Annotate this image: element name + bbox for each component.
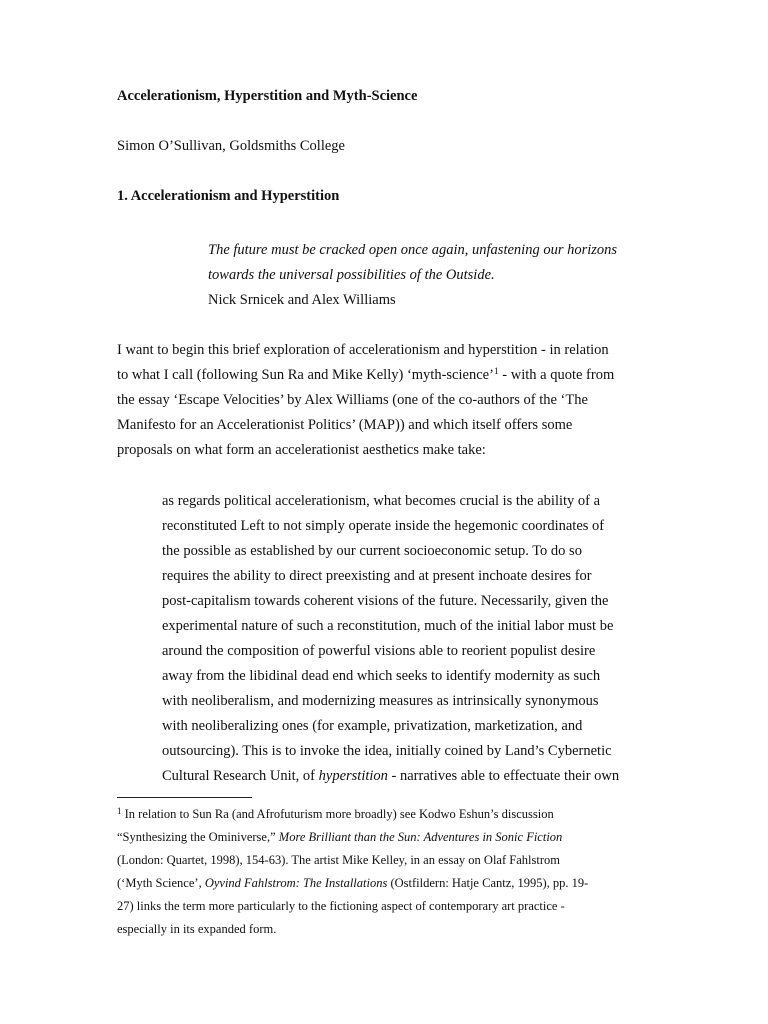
author-line: Simon O’Sullivan, Goldsmiths College (117, 138, 345, 154)
quote-line: with neoliberalism, and modernizing measures as intrinsically synonymous (162, 693, 599, 709)
epigraph (208, 238, 617, 313)
quote-line: away from the libidinal dead end which seeks to identify modernity as such (162, 668, 601, 684)
document-title: Accelerationism, Hyperstition and Myth-Science (117, 88, 418, 104)
footnote-line: 27) links the term more particularly to the fictioning aspect of contemporary art practice - (117, 899, 565, 913)
footnote-text: (‘Myth Science’, (117, 876, 205, 890)
epigraph-attribution: Nick Srnicek and Alex Williams (208, 292, 396, 308)
block-quote (162, 489, 619, 789)
quote-line: outsourcing). This is to invoke the idea, initially coined by Land’s Cybernetic (162, 743, 612, 759)
footnote-text: “Synthesizing the Ominiverse,” (117, 830, 279, 844)
quote-line: the possible as established by our current socioeconomic setup. To do so (162, 543, 582, 559)
footnote-reference[interactable]: 1 (493, 367, 499, 377)
italic-term: hyperstition (318, 768, 388, 784)
paragraph-line: proposals on what form an accelerationist aesthetics make take: (117, 442, 486, 458)
footnote-text: In relation to Sun Ra (and Afrofuturism more broadly) see Kodwo Eshun’s discussion (121, 807, 554, 821)
footnote-text: (Ostfildern: Hatje Cantz, 1995), pp. 19- (387, 876, 589, 890)
quote-line: with neoliberalizing ones (for example, privatization, marketization, and (162, 718, 583, 734)
quote-line: post-capitalism towards coherent visions of the future. Necessarily, given the (162, 593, 609, 609)
epigraph-line: The future must be cracked open once again, unfastening our horizons (208, 242, 618, 258)
quote-line: around the composition of powerful visions able to reorient populist desire (162, 643, 596, 659)
paragraph-line: Manifesto for an Accelerationist Politics’ (MAP)) and which itself offers some (117, 417, 573, 433)
footnote-italic: Oyvind Fahlstrom: The Installations (204, 876, 388, 890)
footnote-marker: 1 (117, 806, 122, 816)
section-heading: 1. Accelerationism and Hyperstition (117, 188, 340, 204)
quote-line (162, 764, 619, 789)
quote-text: Cultural Research Unit, of (162, 768, 319, 784)
paragraph-text: to what I call (following Sun Ra and Mike Kelly) ‘myth-science’ (117, 367, 494, 383)
body-paragraph (117, 338, 614, 463)
paragraph-line: I want to begin this brief exploration of accelerationism and hyperstition - in relation (117, 342, 609, 358)
paragraph-line (117, 363, 614, 388)
footnote-italic: More Brilliant than the Sun: Adventures in Sonic Fiction (278, 830, 563, 844)
quote-line: as regards political accelerationism, what becomes crucial is the ability of a (162, 493, 601, 509)
footnote-line (117, 826, 588, 849)
epigraph-line: towards the universal possibilities of the Outside. (208, 267, 495, 283)
paragraph-line: the essay ‘Escape Velocities’ by Alex Williams (one of the co-authors of the ‘The (117, 392, 588, 408)
footnote-line: (London: Quartet, 1998), 154-63). The artist Mike Kelley, in an essay on Olaf Fahlstrom (117, 853, 560, 867)
quote-line: reconstituted Left to not simply operate inside the hegemonic coordinates of (162, 518, 605, 534)
footnote-line (117, 803, 588, 826)
footnote-line: especially in its expanded form. (117, 922, 277, 936)
quote-line: experimental nature of such a reconstitution, much of the initial labor must be (162, 618, 614, 634)
quote-line: requires the ability to direct preexisting and at present inchoate desires for (162, 568, 592, 584)
footnote-line (117, 872, 588, 895)
quote-text: - narratives able to effectuate their own (387, 768, 620, 784)
footnote-separator (117, 797, 252, 798)
footnote (117, 803, 588, 941)
paragraph-text: - with a quote from (498, 367, 615, 383)
